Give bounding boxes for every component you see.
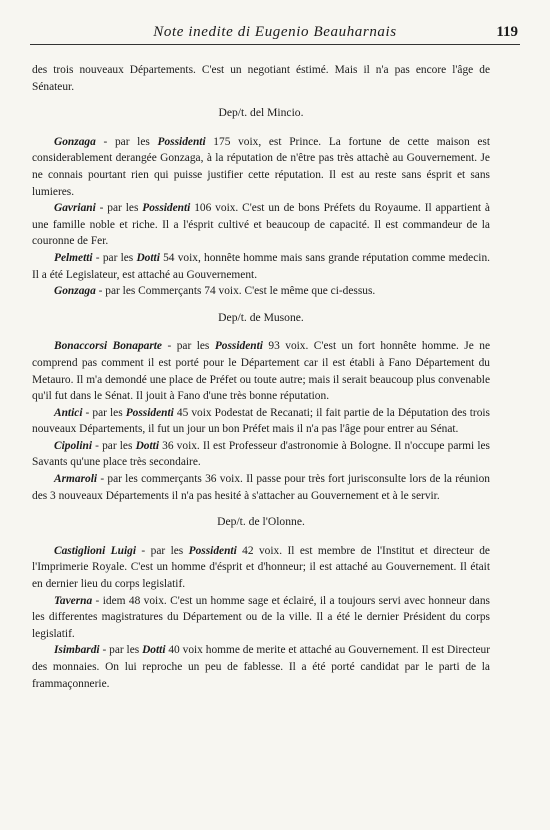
- entry-paragraph: [32, 250, 490, 283]
- sections-container: [32, 105, 490, 692]
- entry-paragraph: [32, 593, 490, 643]
- page-number: 119: [496, 24, 518, 40]
- entry-text: 42 voix. Il est membre de l'Institut et directeur de l'Imprimerie Royale. C'est un homme d'ésprit et d'honneur; il est attaché au Gouvernement. Il était en dernier lieu du corps legislatif.: [32, 544, 490, 591]
- person-name: Armaroli: [54, 473, 98, 486]
- person-name: Gonzaga: [54, 135, 96, 148]
- entry-connector: - par les: [91, 439, 136, 452]
- entry-paragraph: [32, 642, 490, 692]
- section-heading: Dep/t. de l'Olonne.: [217, 515, 305, 529]
- entry-connector: -: [92, 594, 103, 607]
- person-name: Cipolini: [54, 439, 92, 452]
- entry-text: 106 voix. C'est un de bons Préfets du Royaume. Il appartient à une famille noble et riche. Il a l'ésprit cultivé et beaucoup de capacité. Il est commandeur de la couronne de Fer.: [32, 202, 490, 248]
- document-body: [32, 62, 490, 692]
- entry-connector: - par les: [92, 251, 137, 264]
- elector-class: Possidenti: [214, 340, 263, 353]
- entry-connector: - par les: [95, 202, 143, 215]
- entry-text: 175 voix, est Prince. La fortune de cette maison est considerablement derangée Gonzaga, à la réputation de n'être pas très attachè au Gouvernement. Je ne connais pourtant rien qui puisse justifier cette réputation. Il est au reste sans ésprit et sans lumieres.: [32, 135, 490, 198]
- person-name: Isimbardi: [54, 644, 100, 657]
- entry-connector: - par les: [99, 644, 143, 657]
- elector-class: Dotti: [142, 644, 166, 657]
- entry-paragraph: [32, 438, 490, 471]
- person-name: Castiglioni Luigi: [54, 544, 137, 557]
- entry-text: 40 voix homme de merite et attaché au Gouvernement. Il est Directeur des monnaies. On lui reproche un peu de fablesse. Il a été porté candidat par le parti de la frammaçonnerie.: [32, 644, 490, 690]
- entry-text: idem 48 voix. C'est un homme sage et éclairé, il a toujours servi avec honneur dans les differentes magistratures du Département ou de la ville. Il a été le dernier Président du corps legislatif.: [32, 594, 490, 640]
- elector-class: Possidenti: [125, 406, 174, 419]
- elector-class: Dotti: [136, 251, 160, 264]
- elector-class: Possidenti: [157, 135, 206, 148]
- entry-connector: - par les: [162, 340, 215, 353]
- section-heading: Dep/t. del Mincio.: [218, 106, 304, 120]
- person-name: Pelmetti: [54, 251, 93, 264]
- entry-text: commerçants 36 voix. Il passe pour très fort jurisconsulte lors de la réunion des 3 nouveaux Départements il n'a pas hesité à s'attacher au Gouvernement et à le servir.: [32, 473, 490, 502]
- elector-class: Dotti: [135, 439, 159, 452]
- entry-paragraph: [32, 283, 490, 300]
- entry-connector: - par les: [82, 406, 126, 419]
- entry-paragraph: [32, 543, 490, 593]
- person-name: Taverna: [54, 594, 93, 607]
- running-header: [30, 24, 520, 45]
- header-title: Note inedite di Eugenio Beauharnais: [153, 24, 397, 40]
- entry-paragraph: [32, 405, 490, 438]
- entry-paragraph: [32, 200, 490, 250]
- entry-text: Commerçants 74 voix. C'est le même que ci-dessus.: [138, 285, 376, 298]
- person-name: Gavriani: [54, 202, 96, 215]
- entry-connector: - par les: [136, 544, 189, 557]
- entry-text: 36 voix. Il est Professeur d'astronomie à Bologne. Il n'occupe parmi les Savants qu'une place très secondaire.: [32, 439, 490, 469]
- entry-connector: - par les: [95, 135, 158, 148]
- entry-text: 54 voix, honnête homme mais sans grande réputation comme medecin. Il a été Legislateur, est attaché au Gouvernement.: [32, 251, 490, 281]
- elector-class: Possidenti: [142, 202, 191, 215]
- entry-paragraph: [32, 134, 490, 200]
- entry-paragraph: [32, 471, 490, 504]
- entry-connector: - par les: [97, 473, 142, 486]
- section-heading: Dep/t. de Musone.: [218, 310, 304, 324]
- entry-text: 93 voix. C'est un fort honnête homme. Je ne comprend pas comment il est porté pour le Département car il est établi à Fano Département du Metauro. Il m'a demondé une place de Préfet ou toute autre; mais il serait beaucoup plus convenable qu'il fut dans le Sénat. Il jouit à Fano d'une très bonne réputation.: [32, 340, 491, 403]
- entry-connector: - par les: [95, 285, 139, 298]
- entry-text: 45 voix Podestat de Recanati; il fait partie de la Députation des trois nouveaux Départements, il fut un jour un bon Préfet mais il n'a pas l'âge pour entrer au Sénat.: [32, 406, 490, 436]
- person-name: Gonzaga: [54, 285, 96, 298]
- elector-class: Possidenti: [188, 544, 237, 557]
- entry-paragraph: [32, 338, 490, 404]
- person-name: Antici: [54, 406, 83, 419]
- person-name: Bonaccorsi Bonaparte: [54, 340, 162, 353]
- intro-paragraph: des trois nouveaux Départements. C'est un negotiant éstimé. Mais il n'a pas encore l'âge de Sénateur.: [32, 64, 490, 93]
